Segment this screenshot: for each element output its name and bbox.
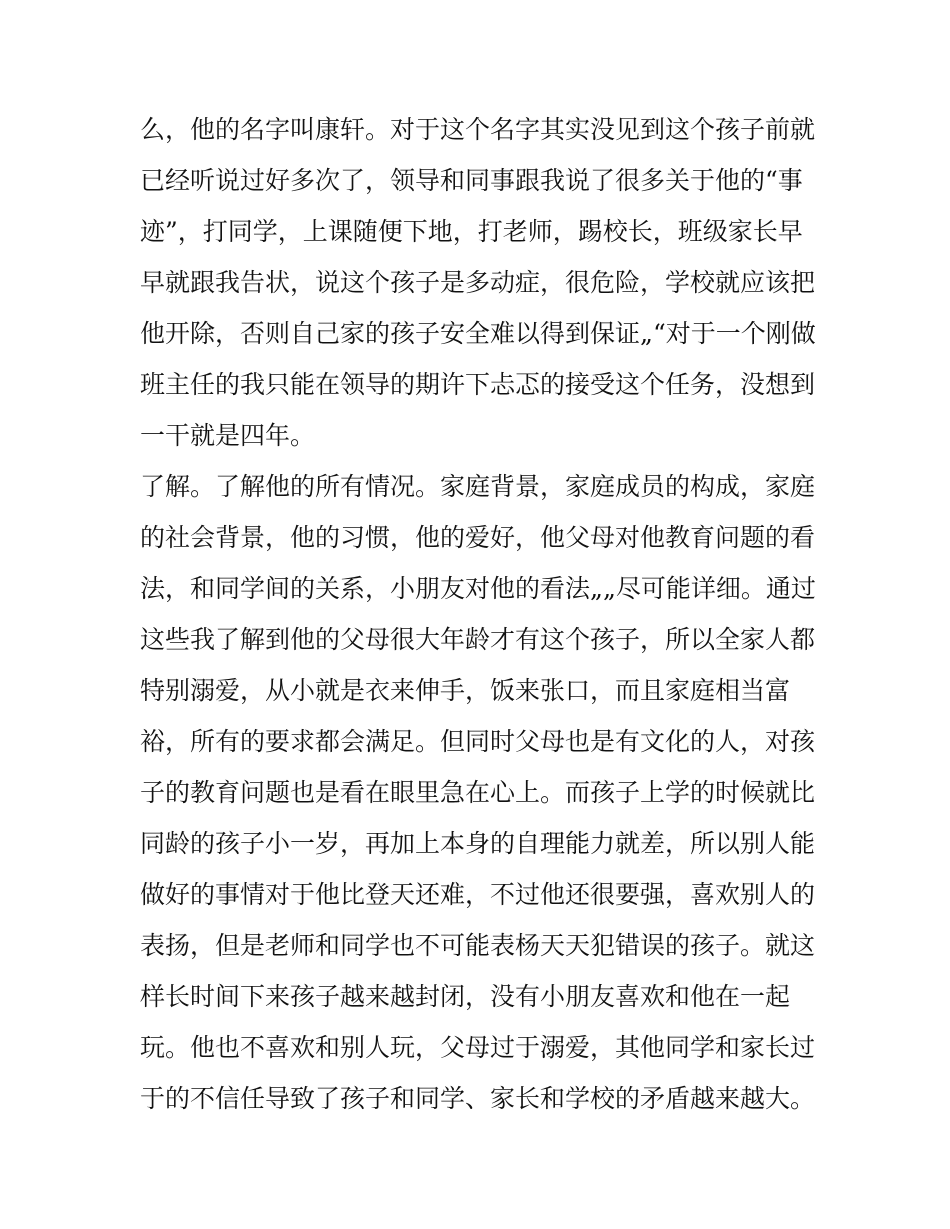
text-line-7: 一干就是四年。 bbox=[140, 421, 316, 450]
text-line-17: 表扬，但是老师和同学也不可能表杨天天犯错误的孩子。就这 bbox=[140, 931, 816, 960]
text-line-11: 这些我了解到他的父母很大年龄才有这个孩子，所以全家人都 bbox=[140, 625, 816, 654]
text-line-8: 了解。了解他的所有情况。家庭背景，家庭成员的构成，家庭 bbox=[140, 472, 816, 501]
text-line-3: 迹”，打同学，上课随便下地，打老师，踢校长，班级家长早 bbox=[140, 217, 803, 246]
text-line-16: 做好的事情对于他比登天还难，不过他还很要强，喜欢别人的 bbox=[140, 880, 816, 909]
text-line-12: 特别溺爱，从小就是衣来伸手，饭来张口，而且家庭相当富 bbox=[140, 676, 791, 705]
text-line-6: 班主任的我只能在领导的期许下忐忑的接受这个任务，没想到 bbox=[140, 370, 816, 399]
text-line-10: 法，和同学间的关系，小朋友对他的看法„„尽可能详细。通过 bbox=[140, 574, 816, 603]
text-line-20: 于的不信任导致了孩子和同学、家长和学校的矛盾越来越大。 bbox=[140, 1084, 816, 1113]
text-line-13: 裕，所有的要求都会满足。但同时父母也是有文化的人，对孩 bbox=[140, 727, 816, 756]
text-line-4: 早就跟我告状，说这个孩子是多动症，很危险，学校就应该把 bbox=[140, 268, 816, 297]
text-line-2: 已经听说过好多次了，领导和同事跟我说了很多关于他的“事 bbox=[140, 166, 803, 195]
text-line-15: 同龄的孩子小一岁，再加上本身的自理能力就差，所以别人能 bbox=[140, 829, 816, 858]
text-line-1: 么，他的名字叫康轩。对于这个名字其实没见到这个孩子前就 bbox=[140, 115, 816, 144]
text-line-5: 他开除，否则自己家的孩子安全难以得到保证„“对于一个刚做 bbox=[140, 319, 816, 348]
body-text bbox=[140, 104, 830, 1124]
text-line-9: 的社会背景，他的习惯，他的爱好，他父母对他教育问题的看 bbox=[140, 523, 816, 552]
text-line-19: 玩。他也不喜欢和别人玩，父母过于溺爱，其他同学和家长过 bbox=[140, 1033, 816, 1062]
text-line-18: 样长时间下来孩子越来越封闭，没有小朋友喜欢和他在一起 bbox=[140, 982, 791, 1011]
text-line-14: 子的教育问题也是看在眼里急在心上。而孩子上学的时候就比 bbox=[140, 778, 816, 807]
